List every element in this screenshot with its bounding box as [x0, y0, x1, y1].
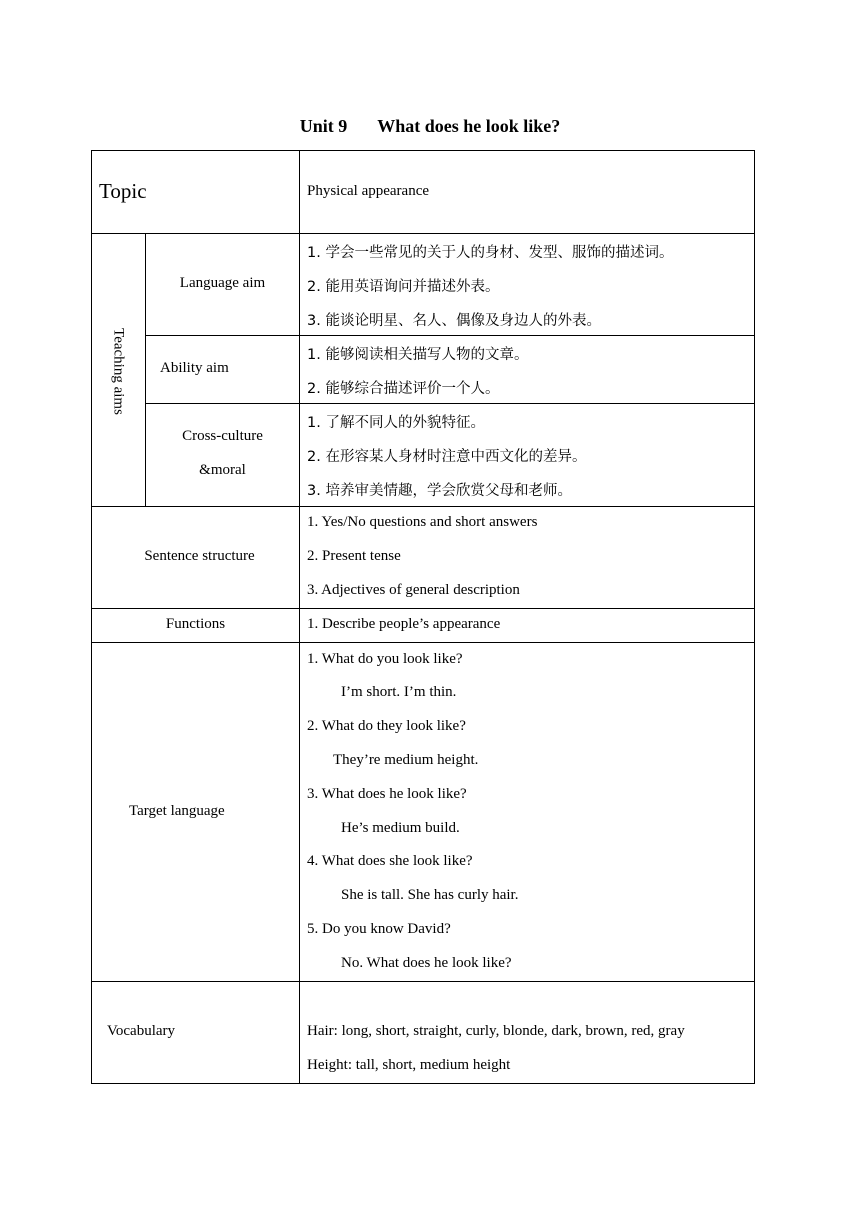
- topic-label: Topic: [99, 179, 147, 203]
- target-question: 4. What does she look like?: [307, 853, 473, 869]
- ability-aim-item: 1. 能够阅读相关描写人物的文章。: [307, 347, 529, 363]
- target-answer: He’s medium build.: [341, 820, 460, 836]
- unit-name: What does he look like?: [377, 116, 561, 136]
- ability-aim-label: Ability aim: [160, 360, 229, 376]
- language-aim-item: 2. 能用英语询问并描述外表。: [307, 279, 500, 295]
- vocabulary-label: Vocabulary: [107, 1023, 176, 1039]
- sentence-structure-item: 1. Yes/No questions and short answers: [307, 514, 538, 530]
- culture-label-line2: &moral: [199, 462, 246, 478]
- target-answer: I’m short. I’m thin.: [341, 684, 457, 700]
- language-aim-item: 3. 能谈论明星、名人、偶像及身边人的外表。: [307, 313, 601, 329]
- culture-label: Cross-culture: [182, 428, 263, 444]
- culture-label-cell: [145, 403, 300, 507]
- unit-number: Unit 9: [299, 116, 348, 136]
- teaching-aims-label: Teaching aims: [110, 328, 127, 415]
- functions-item: 1. Describe people’s appearance: [307, 616, 501, 632]
- target-question: 2. What do they look like?: [307, 718, 466, 734]
- target-question: 5. Do you know David?: [307, 921, 451, 937]
- target-answer: No. What does he look like?: [341, 955, 512, 971]
- sentence-structure-label: Sentence structure: [144, 548, 255, 564]
- vocabulary-item: Height: tall, short, medium height: [307, 1057, 511, 1073]
- target-answer: They’re medium height.: [333, 752, 479, 768]
- target-language-label: Target language: [129, 803, 225, 819]
- culture-item: 3. 培养审美情趣，学会欣赏父母和老师。: [307, 483, 572, 499]
- culture-item: 1. 了解不同人的外貌特征。: [307, 415, 485, 431]
- target-answer: She is tall. She has curly hair.: [341, 887, 519, 903]
- functions-label: Functions: [165, 616, 226, 632]
- sentence-structure-item: 3. Adjectives of general description: [307, 582, 520, 598]
- ability-aim-item: 2. 能够综合描述评价一个人。: [307, 381, 500, 397]
- topic-value: Physical appearance: [307, 183, 430, 199]
- document-title: [0, 116, 860, 137]
- target-question: 3. What does he look like?: [307, 786, 467, 802]
- language-aim-item: 1. 学会一些常见的关于人的身材、发型、服饰的描述词。: [307, 245, 674, 261]
- sentence-structure-item: 2. Present tense: [307, 548, 401, 564]
- vocabulary-item: Hair: long, short, straight, curly, blonde, dark, brown, red, gray: [307, 1023, 685, 1039]
- language-aim-label: Language aim: [179, 275, 266, 291]
- culture-item: 2. 在形容某人身材时注意中西文化的差异。: [307, 449, 587, 465]
- target-question: 1. What do you look like?: [307, 651, 463, 667]
